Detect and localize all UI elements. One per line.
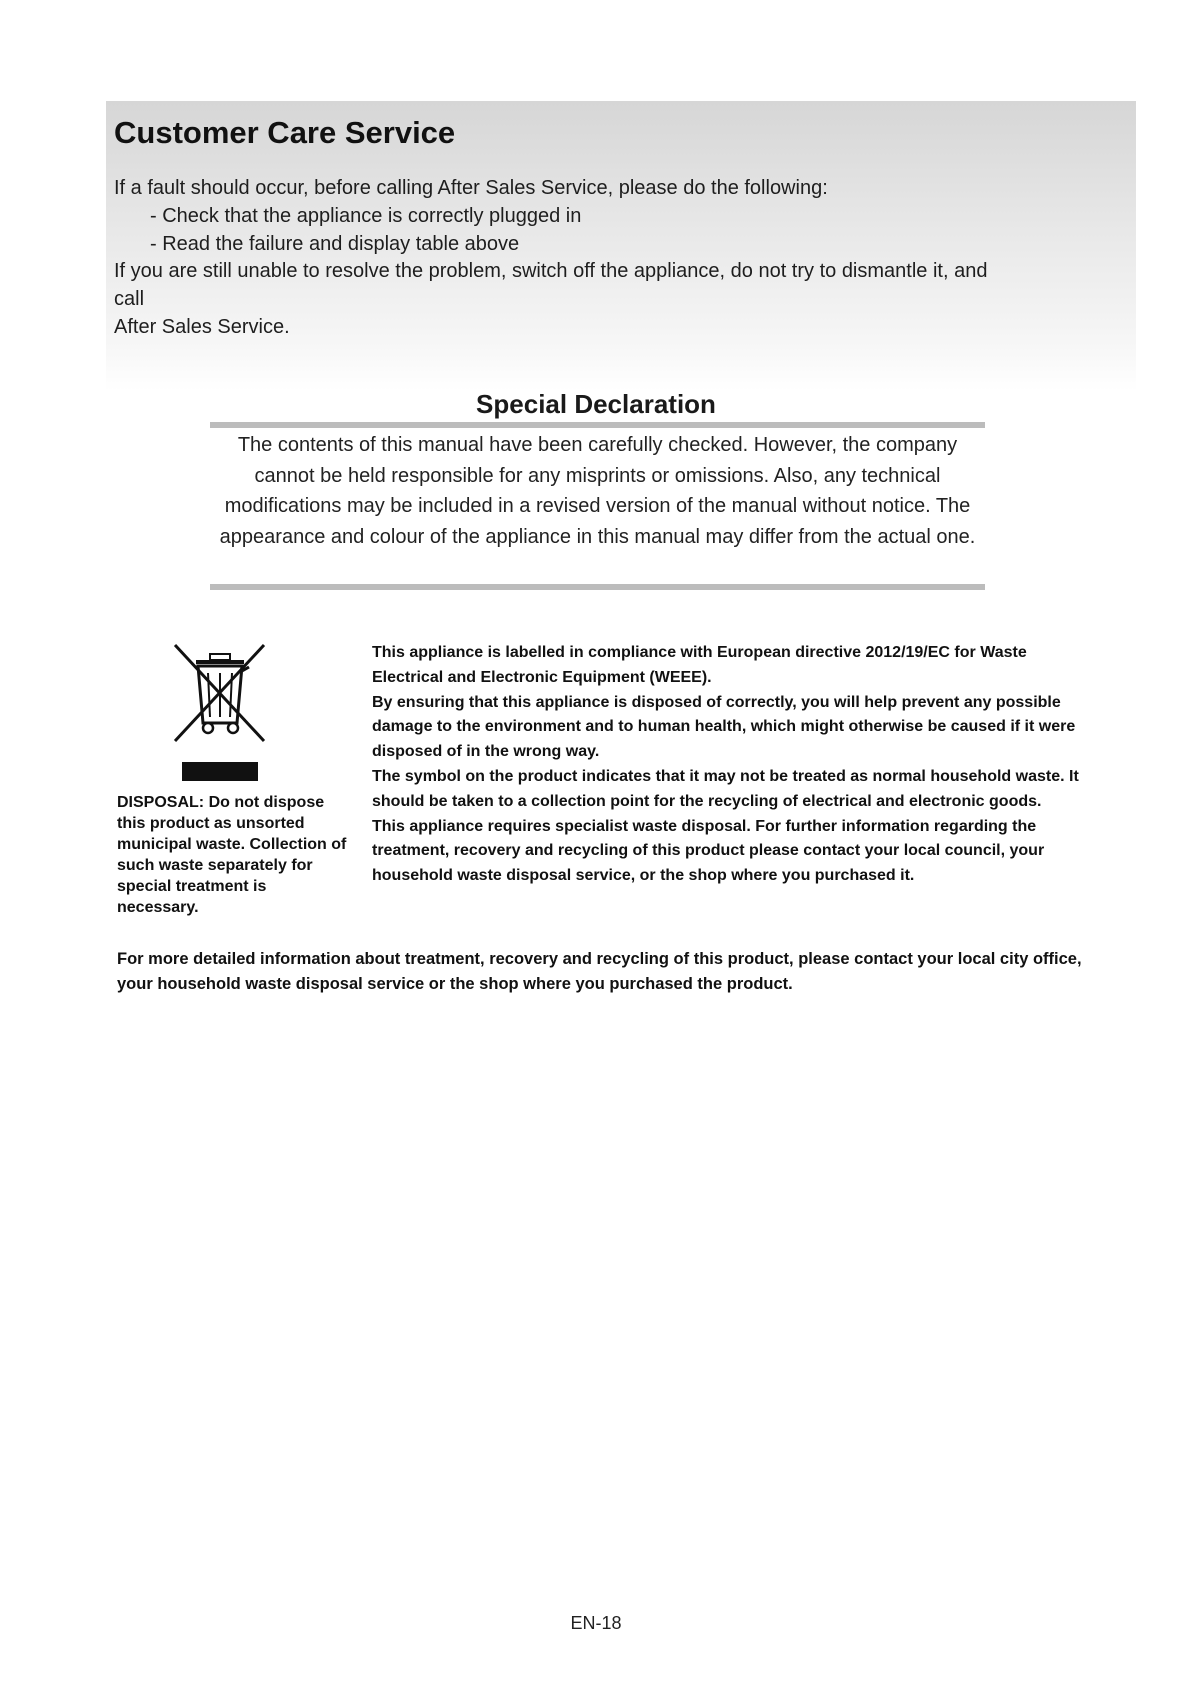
customer-care-intro: If a fault should occur, before calling After Sales Service, please do the following: (114, 177, 828, 199)
weee-paragraph-symbol: The symbol on the product indicates that it may not be treated as normal household waste. It should be taken to a collection point for the recycling of electrical and electronic goods. (372, 767, 1079, 810)
customer-care-title: Customer Care Service (114, 115, 456, 150)
recycling-more-info: For more detailed information about treatment, recovery and recycling of this product, please contact your local city office, your household waste disposal service or the shop where you purchased the product. (117, 950, 1082, 993)
weee-paragraph-directive: This appliance is labelled in compliance with European directive 2012/19/EC for Waste Electrical and Electronic Equipment (WEEE). (372, 644, 1027, 686)
weee-information (372, 641, 1092, 889)
special-declaration-title: Special Declaration (476, 388, 716, 419)
declaration-bottom-rule (210, 584, 985, 590)
customer-care-unresolved-line-1: If you are still unable to resolve the problem, switch off the appliance, do not try to dismantle it, and (114, 260, 988, 282)
customer-care-step-2: - Read the failure and display table above (150, 233, 520, 255)
page-number: EN-18 (570, 1613, 622, 1633)
customer-care-unresolved-line-3: After Sales Service. (114, 316, 290, 338)
disposal-warning-label: DISPOSAL: Do not dispose this product as unsorted municipal waste. Collection of such waste separately for special treatment is necessary. (117, 794, 347, 916)
customer-care-step-1: - Check that the appliance is correctly plugged in (150, 205, 582, 227)
special-declaration-text: The contents of this manual have been carefully checked. However, the company cannot be held responsible for any misprints or omissions. Also, any technical modifications may be included in a revised version of the manual without notice. The appearance and colour of the appliance in this manual may differ from the actual one. (219, 434, 976, 548)
declaration-top-rule (210, 422, 985, 428)
weee-paragraph-environment: By ensuring that this appliance is disposed of correctly, you will help prevent any possible damage to the environment and to human health, which might otherwise be caused if it were disposed of in the wrong way. (372, 693, 1076, 761)
crossed-out-wheelie-bin-icon (170, 643, 270, 783)
weee-paragraph-specialist-disposal: This appliance requires specialist waste disposal. For further information regarding the treatment, recovery and recycling of this product please contact your local council, your household waste disposal service, or the shop where you purchased it. (372, 817, 1045, 885)
customer-care-unresolved-line-2: call (114, 288, 145, 310)
